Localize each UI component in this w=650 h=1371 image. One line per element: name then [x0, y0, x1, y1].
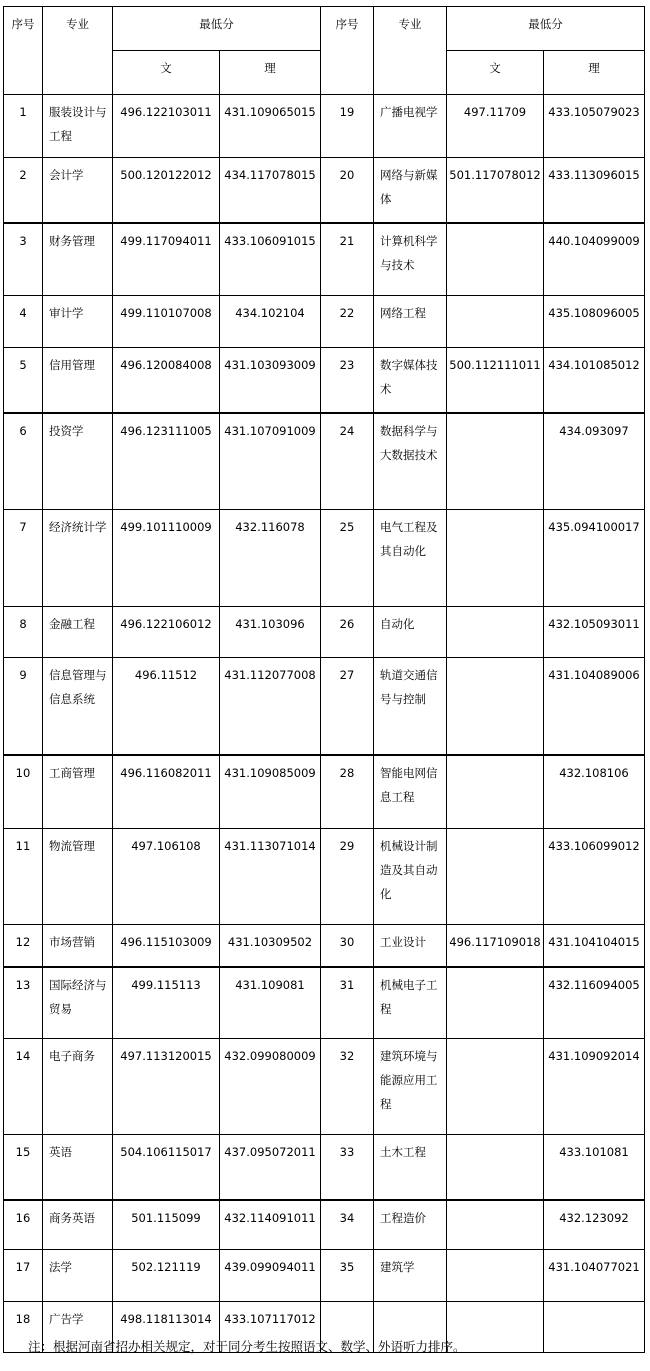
- score-li: 431.109092014: [544, 1039, 645, 1135]
- score-li: 435.094100017: [544, 510, 645, 607]
- major-name: 网络与新媒体: [374, 158, 447, 223]
- major-name: 商务英语: [43, 1200, 113, 1250]
- table-row: [4, 413, 645, 510]
- score-wen: 496.122103011: [113, 95, 220, 158]
- major-name: 广播电视学: [374, 95, 447, 158]
- score-li: [544, 1302, 645, 1353]
- major-name: 法学: [43, 1250, 113, 1302]
- row-number: 14: [4, 1039, 43, 1135]
- score-wen: 496.122106012: [113, 607, 220, 658]
- score-wen: 497.11709: [447, 95, 544, 158]
- row-number: 26: [321, 607, 374, 658]
- footnote: 注：根据河南省招办相关规定，对于同分考生按照语文、数学、外语听力排序。: [28, 1339, 466, 1354]
- header-li: 理: [220, 51, 321, 95]
- table-row: [4, 1250, 645, 1302]
- row-number: 12: [4, 925, 43, 967]
- score-li: 433.113096015: [544, 158, 645, 223]
- header-no: 序号: [321, 7, 374, 95]
- score-wen: 496.115103009: [113, 925, 220, 967]
- score-wen: 498.118113014: [113, 1302, 220, 1353]
- major-name: 信息管理与信息系统: [43, 658, 113, 755]
- major-name: 工业设计: [374, 925, 447, 967]
- major-name: 数字媒体技术: [374, 348, 447, 413]
- score-wen: 496.11512: [113, 658, 220, 755]
- score-wen: 504.106115017: [113, 1135, 220, 1200]
- score-wen: 499.101110009: [113, 510, 220, 607]
- score-li: 431.109081: [220, 967, 321, 1039]
- row-number: 20: [321, 158, 374, 223]
- row-number: 9: [4, 658, 43, 755]
- table-row: [4, 967, 645, 1039]
- score-wen: 499.117094011: [113, 223, 220, 296]
- major-name: 电子商务: [43, 1039, 113, 1135]
- score-li: 431.10309502: [220, 925, 321, 967]
- major-name: 会计学: [43, 158, 113, 223]
- table-row: [4, 510, 645, 607]
- major-name: 自动化: [374, 607, 447, 658]
- major-name: 计算机科学与技术: [374, 223, 447, 296]
- row-number: 30: [321, 925, 374, 967]
- score-li: 432.108106: [544, 755, 645, 829]
- major-name: 审计学: [43, 296, 113, 348]
- major-name: 网络工程: [374, 296, 447, 348]
- row-number: 18: [4, 1302, 43, 1353]
- header-min-score: 最低分: [447, 7, 645, 51]
- score-wen: [447, 1039, 544, 1135]
- major-name: 投资学: [43, 413, 113, 510]
- table-row: [4, 607, 645, 658]
- row-number: 35: [321, 1250, 374, 1302]
- table-row: [4, 1039, 645, 1135]
- score-li: 432.116094005: [544, 967, 645, 1039]
- major-name: 电气工程及其自动化: [374, 510, 447, 607]
- row-number: 34: [321, 1200, 374, 1250]
- score-li: 434.117078015: [220, 158, 321, 223]
- major-name: 市场营销: [43, 925, 113, 967]
- major-name: 数据科学与大数据技术: [374, 413, 447, 510]
- score-wen: [447, 1200, 544, 1250]
- table-row: [4, 658, 645, 755]
- row-number: 32: [321, 1039, 374, 1135]
- row-number: 33: [321, 1135, 374, 1200]
- score-wen: 499.110107008: [113, 296, 220, 348]
- score-wen: [447, 658, 544, 755]
- major-name: 财务管理: [43, 223, 113, 296]
- score-li: 434.093097: [544, 413, 645, 510]
- score-li: 431.103093009: [220, 348, 321, 413]
- major-name: 英语: [43, 1135, 113, 1200]
- table-row: [4, 158, 645, 223]
- row-number: 22: [321, 296, 374, 348]
- row-number: 7: [4, 510, 43, 607]
- table-row: [4, 95, 645, 158]
- row-number: 16: [4, 1200, 43, 1250]
- major-name: 信用管理: [43, 348, 113, 413]
- score-wen: [447, 1135, 544, 1200]
- score-li: 432.105093011: [544, 607, 645, 658]
- score-li: 431.104077021: [544, 1250, 645, 1302]
- header-li: 理: [544, 51, 645, 95]
- score-wen: [447, 967, 544, 1039]
- score-li: 432.099080009: [220, 1039, 321, 1135]
- row-number: 8: [4, 607, 43, 658]
- score-li: 431.104089006: [544, 658, 645, 755]
- score-wen: 501.117078012: [447, 158, 544, 223]
- table-row: [4, 1200, 645, 1250]
- row-number: 13: [4, 967, 43, 1039]
- row-number: 25: [321, 510, 374, 607]
- table-row: [4, 296, 645, 348]
- header-wen: 文: [447, 51, 544, 95]
- score-wen: 500.112111011: [447, 348, 544, 413]
- table-row: [4, 755, 645, 829]
- row-number: 4: [4, 296, 43, 348]
- header-wen: 文: [113, 51, 220, 95]
- score-wen: [447, 1250, 544, 1302]
- score-li: 431.109065015: [220, 95, 321, 158]
- row-number: 5: [4, 348, 43, 413]
- row-number: 15: [4, 1135, 43, 1200]
- major-name: 智能电网信息工程: [374, 755, 447, 829]
- table-row: [4, 223, 645, 296]
- score-li: 440.104099009: [544, 223, 645, 296]
- score-li: 433.101081: [544, 1135, 645, 1200]
- score-wen: 497.106108: [113, 829, 220, 925]
- score-wen: [447, 510, 544, 607]
- header-major: 专业: [374, 7, 447, 95]
- score-wen: [447, 829, 544, 925]
- row-number: 17: [4, 1250, 43, 1302]
- row-number: 24: [321, 413, 374, 510]
- row-number: 31: [321, 967, 374, 1039]
- score-li: 433.105079023: [544, 95, 645, 158]
- header-min-score: 最低分: [113, 7, 321, 51]
- score-li: 431.103096: [220, 607, 321, 658]
- row-number: 3: [4, 223, 43, 296]
- score-li: 431.109085009: [220, 755, 321, 829]
- header-no: 序号: [4, 7, 43, 95]
- major-name: 金融工程: [43, 607, 113, 658]
- major-name: 物流管理: [43, 829, 113, 925]
- row-number: 2: [4, 158, 43, 223]
- score-wen: 496.116082011: [113, 755, 220, 829]
- score-wen: 499.115113: [113, 967, 220, 1039]
- major-name: 机械电子工程: [374, 967, 447, 1039]
- score-wen: 500.120122012: [113, 158, 220, 223]
- row-number: 11: [4, 829, 43, 925]
- score-wen: 502.121119: [113, 1250, 220, 1302]
- score-li: 431.107091009: [220, 413, 321, 510]
- score-wen: [447, 607, 544, 658]
- score-li: 431.104104015: [544, 925, 645, 967]
- table-row: [4, 829, 645, 925]
- score-wen: 496.120084008: [113, 348, 220, 413]
- row-number: 29: [321, 829, 374, 925]
- score-li: 433.106099012: [544, 829, 645, 925]
- score-li: 437.095072011: [220, 1135, 321, 1200]
- score-table: [3, 6, 645, 1353]
- row-number: 27: [321, 658, 374, 755]
- score-li: 433.106091015: [220, 223, 321, 296]
- major-name: 土木工程: [374, 1135, 447, 1200]
- major-name: 机械设计制造及其自动化: [374, 829, 447, 925]
- major-name: 广告学: [43, 1302, 113, 1353]
- score-wen: [447, 413, 544, 510]
- table-row: [4, 1135, 645, 1200]
- row-number: 6: [4, 413, 43, 510]
- table-row: [4, 348, 645, 413]
- score-li: 432.114091011: [220, 1200, 321, 1250]
- score-li: 433.107117012: [220, 1302, 321, 1353]
- score-wen: 497.113120015: [113, 1039, 220, 1135]
- score-li: 431.113071014: [220, 829, 321, 925]
- row-number: 28: [321, 755, 374, 829]
- table-row: [4, 925, 645, 967]
- score-li: 434.101085012: [544, 348, 645, 413]
- major-name: 工程造价: [374, 1200, 447, 1250]
- score-li: 432.116078: [220, 510, 321, 607]
- major-name: 服装设计与工程: [43, 95, 113, 158]
- header-row-1: [4, 7, 645, 51]
- score-wen: [447, 223, 544, 296]
- major-name: 轨道交通信号与控制: [374, 658, 447, 755]
- score-wen: 496.117109018: [447, 925, 544, 967]
- row-number: 1: [4, 95, 43, 158]
- row-number: 23: [321, 348, 374, 413]
- major-name: 建筑学: [374, 1250, 447, 1302]
- major-name: 国际经济与贸易: [43, 967, 113, 1039]
- major-name: 工商管理: [43, 755, 113, 829]
- major-name: 经济统计学: [43, 510, 113, 607]
- score-wen: 501.115099: [113, 1200, 220, 1250]
- score-li: 432.123092: [544, 1200, 645, 1250]
- score-li: 431.112077008: [220, 658, 321, 755]
- row-number: 19: [321, 95, 374, 158]
- score-li: 434.102104: [220, 296, 321, 348]
- score-li: 435.108096005: [544, 296, 645, 348]
- score-wen: 496.123111005: [113, 413, 220, 510]
- score-wen: [447, 755, 544, 829]
- score-wen: [447, 296, 544, 348]
- score-li: 439.099094011: [220, 1250, 321, 1302]
- row-number: 21: [321, 223, 374, 296]
- row-number: 10: [4, 755, 43, 829]
- major-name: 建筑环境与能源应用工程: [374, 1039, 447, 1135]
- header-major: 专业: [43, 7, 113, 95]
